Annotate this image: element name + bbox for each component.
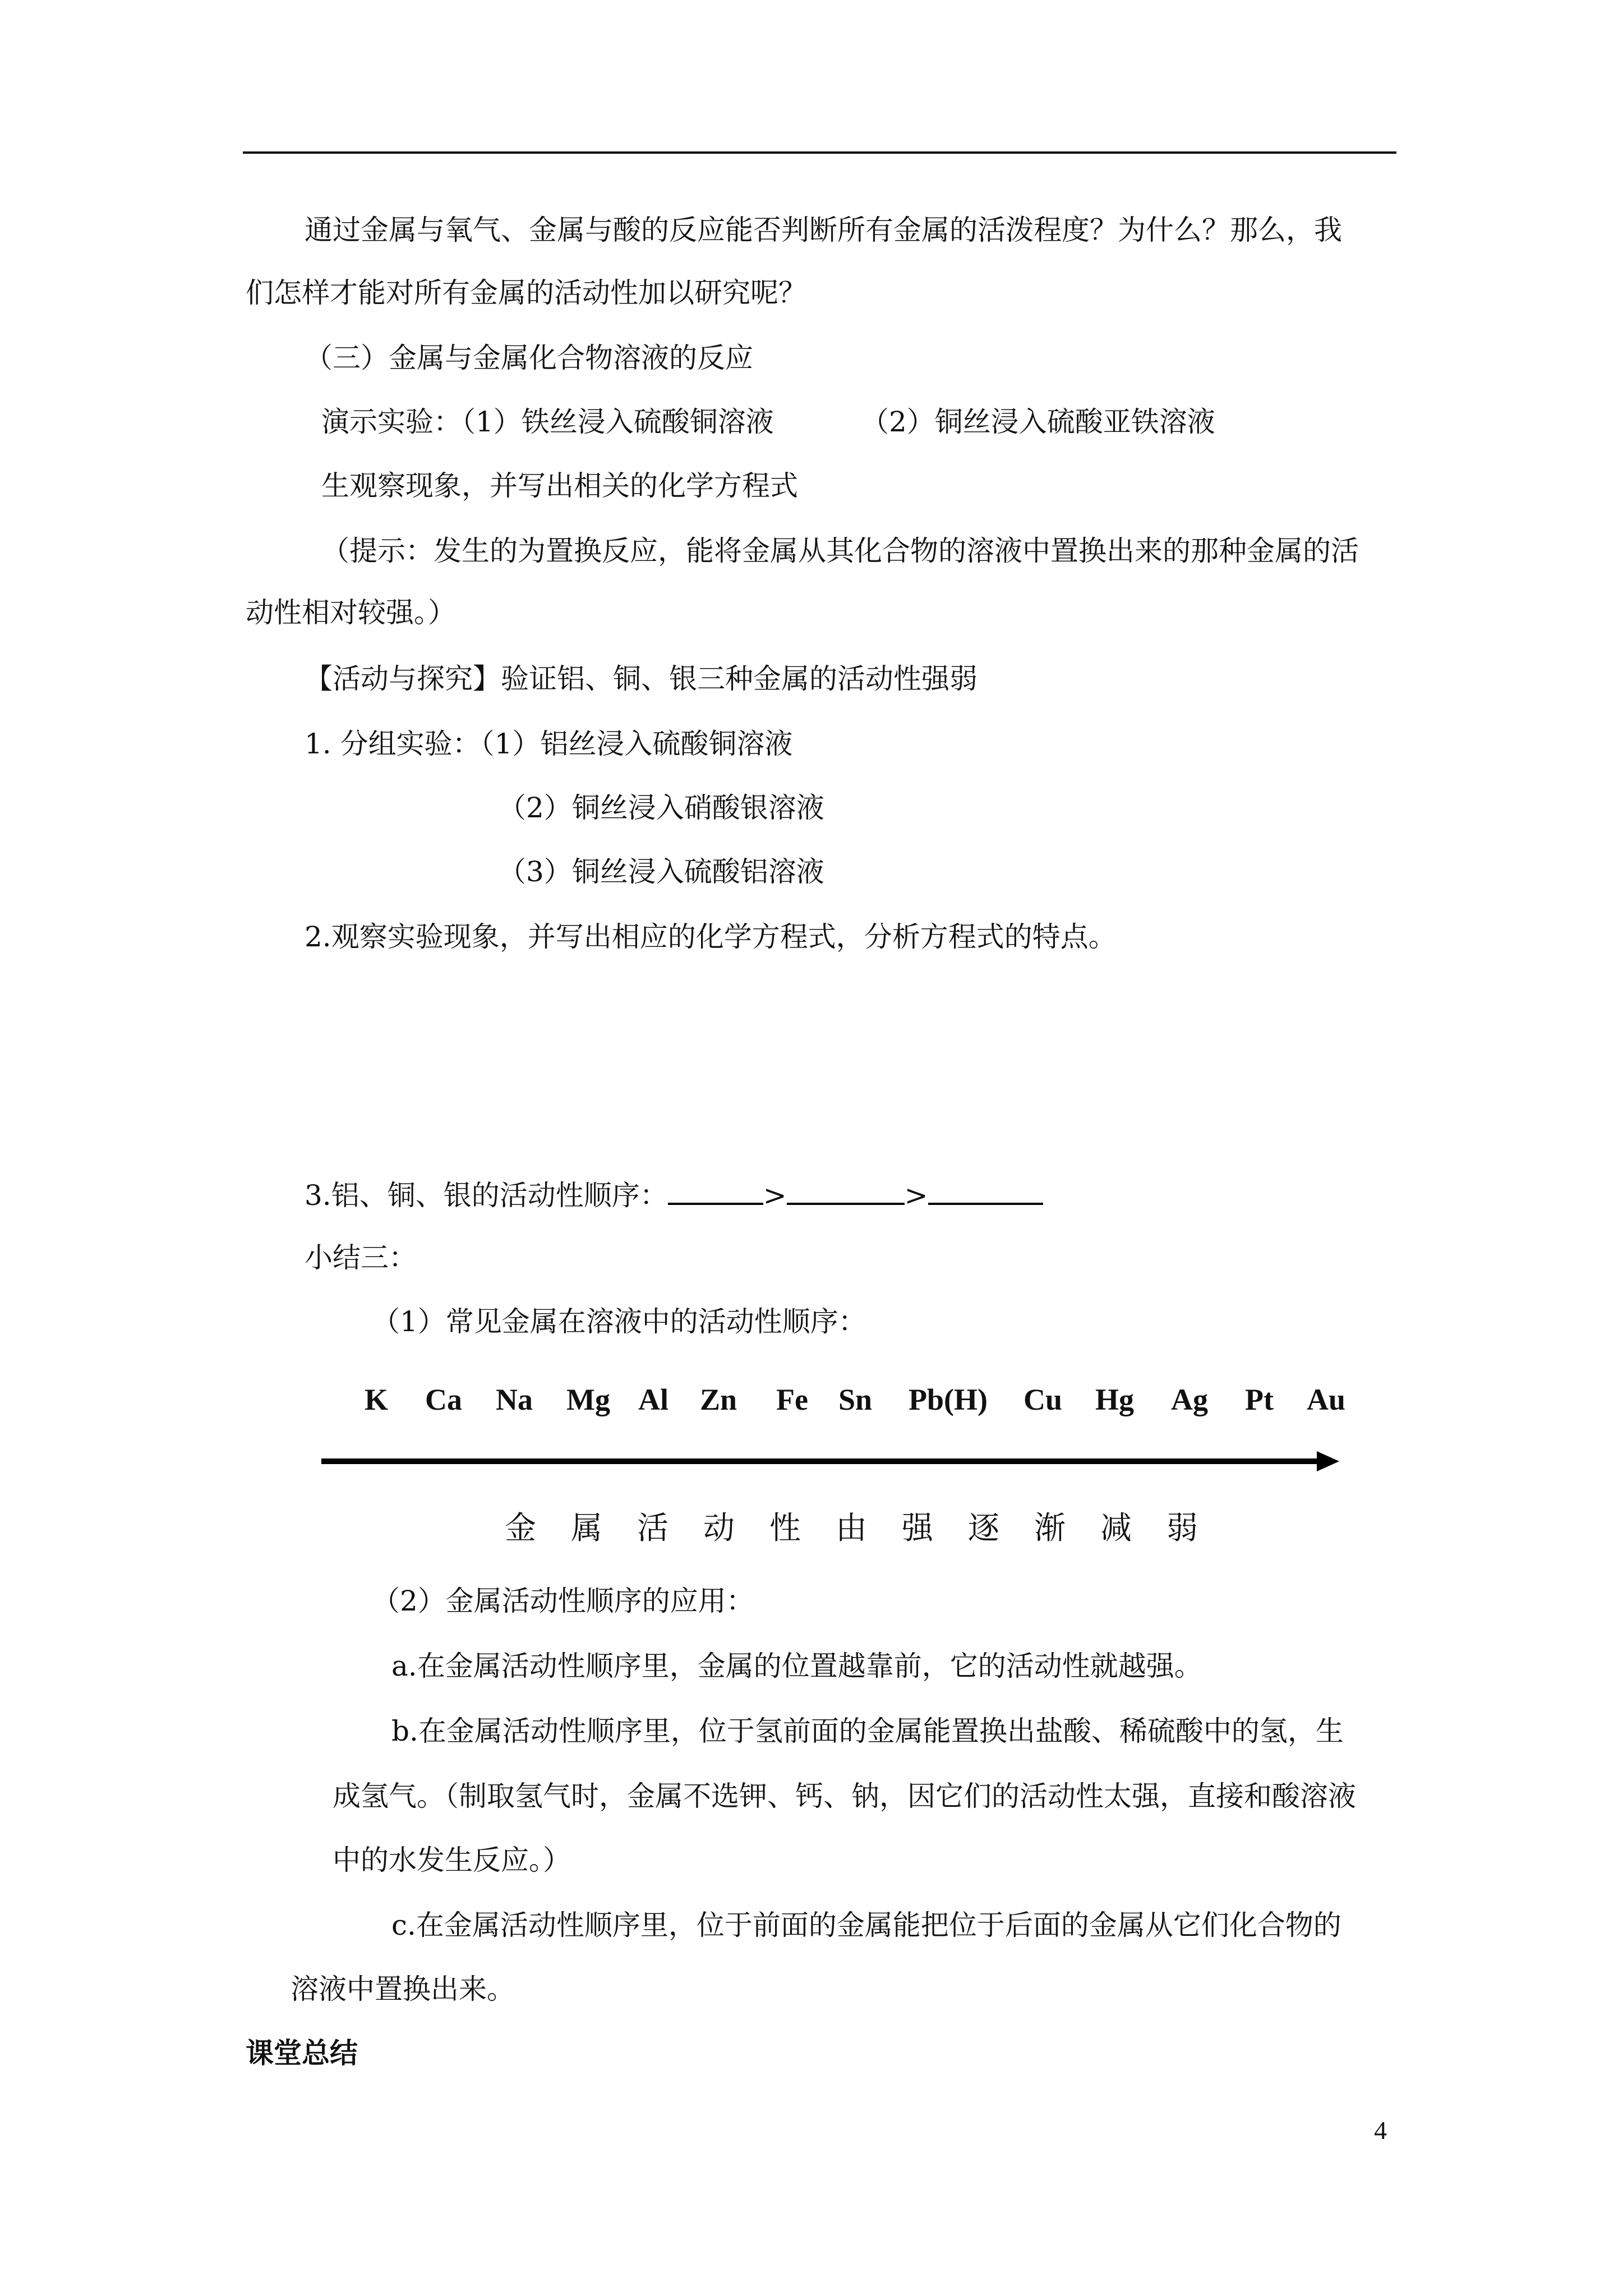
- caption-char: 属: [571, 1510, 602, 1547]
- caption-char: 逐: [968, 1510, 999, 1547]
- metal-symbol: Pt: [1245, 1383, 1274, 1416]
- application-b-line: 中的水发生反应。）: [333, 1844, 571, 1876]
- caption-char: 弱: [1166, 1510, 1198, 1547]
- demo-experiment-2: （2）铜丝浸入硫酸亚铁溶液: [861, 406, 1215, 438]
- metal-symbol: Fe: [776, 1383, 808, 1416]
- paragraph-line: 们怎样才能对所有金属的活动性加以研究呢？: [246, 277, 806, 309]
- metal-symbol: K: [365, 1383, 389, 1416]
- metal-symbol: Au: [1307, 1383, 1346, 1416]
- arrow-caption: [505, 1509, 1223, 1548]
- caption-char: 活: [637, 1510, 668, 1547]
- metal-symbol: Al: [638, 1383, 668, 1416]
- application-a: a.在金属活动性顺序里，金属的位置越靠前，它的活动性就越强。: [391, 1650, 1202, 1682]
- caption-char: 强: [902, 1510, 933, 1547]
- metal-symbol: Na: [496, 1383, 533, 1416]
- class-summary-heading: 课堂总结: [246, 2037, 358, 2069]
- section-heading: （三）金属与金属化合物溶液的反应: [305, 342, 753, 374]
- hint-line: 动性相对较强。）: [246, 596, 456, 629]
- metal-symbol: Zn: [700, 1383, 737, 1416]
- application-c-line: 溶液中置换出来。: [291, 1973, 515, 2005]
- metal-symbol: Hg: [1095, 1383, 1135, 1416]
- group-experiment: （2）铜丝浸入硝酸银溶液: [498, 792, 824, 824]
- step-2: 2.观察实验现象，并写出相应的化学方程式，分析方程式的特点。: [305, 921, 1117, 953]
- caption-char: 由: [836, 1510, 867, 1547]
- metal-activity-series: [348, 1380, 1391, 1419]
- hint-line: （提示：发生的为置换反应，能将金属从其化合物的溶液中置换出来的那种金属的活: [321, 535, 1359, 567]
- page-number: 4: [1374, 2116, 1387, 2145]
- header-rule: [243, 151, 1396, 154]
- greater-than: >: [904, 1179, 928, 1212]
- activity-arrow-line: [321, 1458, 1320, 1464]
- application-c-line: c.在金属活动性顺序里，位于前面的金属能把位于后面的金属从它们化合物的: [391, 1909, 1341, 1941]
- step-3-label: 3.铝、铜、银的活动性顺序：: [305, 1179, 668, 1212]
- paragraph-line: 通过金属与氧气、金属与酸的反应能否判断所有金属的活泼程度？为什么？那么，我: [305, 214, 1342, 246]
- caption-char: 性: [769, 1510, 801, 1547]
- answer-blank[interactable]: [668, 1178, 763, 1205]
- activity-order-question: [305, 1178, 1043, 1212]
- demo-experiment-1: 演示实验：（1）铁丝浸入硫酸铜溶液: [321, 406, 774, 438]
- application-b-line: 成氢气。（制取氢气时，金属不选钾、钙、钠，因它们的活动性太强，直接和酸溶液: [333, 1780, 1356, 1812]
- answer-blank[interactable]: [928, 1178, 1043, 1205]
- metal-symbol: Sn: [838, 1383, 873, 1416]
- group-experiment: 1. 分组实验：（1）铝丝浸入硫酸铜溶液: [305, 728, 793, 760]
- caption-char: 减: [1100, 1510, 1132, 1547]
- application-title: （2）金属活动性顺序的应用：: [372, 1585, 754, 1617]
- metal-symbol: Ag: [1171, 1383, 1208, 1416]
- order-title: （1）常见金属在溶液中的活动性顺序：: [372, 1305, 866, 1338]
- answer-blank[interactable]: [787, 1178, 905, 1205]
- application-b-line: b.在金属活动性顺序里，位于氢前面的金属能置换出盐酸、稀硫酸中的氢，生: [391, 1715, 1344, 1747]
- metal-symbol: Cu: [1023, 1383, 1063, 1416]
- caption-char: 金: [505, 1510, 536, 1547]
- metal-symbol: Mg: [566, 1383, 610, 1416]
- activity-heading: 【活动与探究】验证铝、铜、银三种金属的活动性强弱: [305, 662, 978, 695]
- group-experiment: （3）铜丝浸入硫酸铝溶液: [498, 855, 824, 888]
- caption-char: 动: [703, 1510, 735, 1547]
- arrow-head-icon: [1317, 1451, 1339, 1471]
- observe-instruction: 生观察现象，并写出相关的化学方程式: [321, 470, 798, 502]
- caption-char: 渐: [1034, 1510, 1066, 1547]
- greater-than: >: [763, 1179, 787, 1212]
- metal-symbol: Ca: [425, 1383, 462, 1416]
- summary-heading: 小结三：: [305, 1241, 417, 1274]
- metal-symbol: Pb(H): [909, 1383, 988, 1416]
